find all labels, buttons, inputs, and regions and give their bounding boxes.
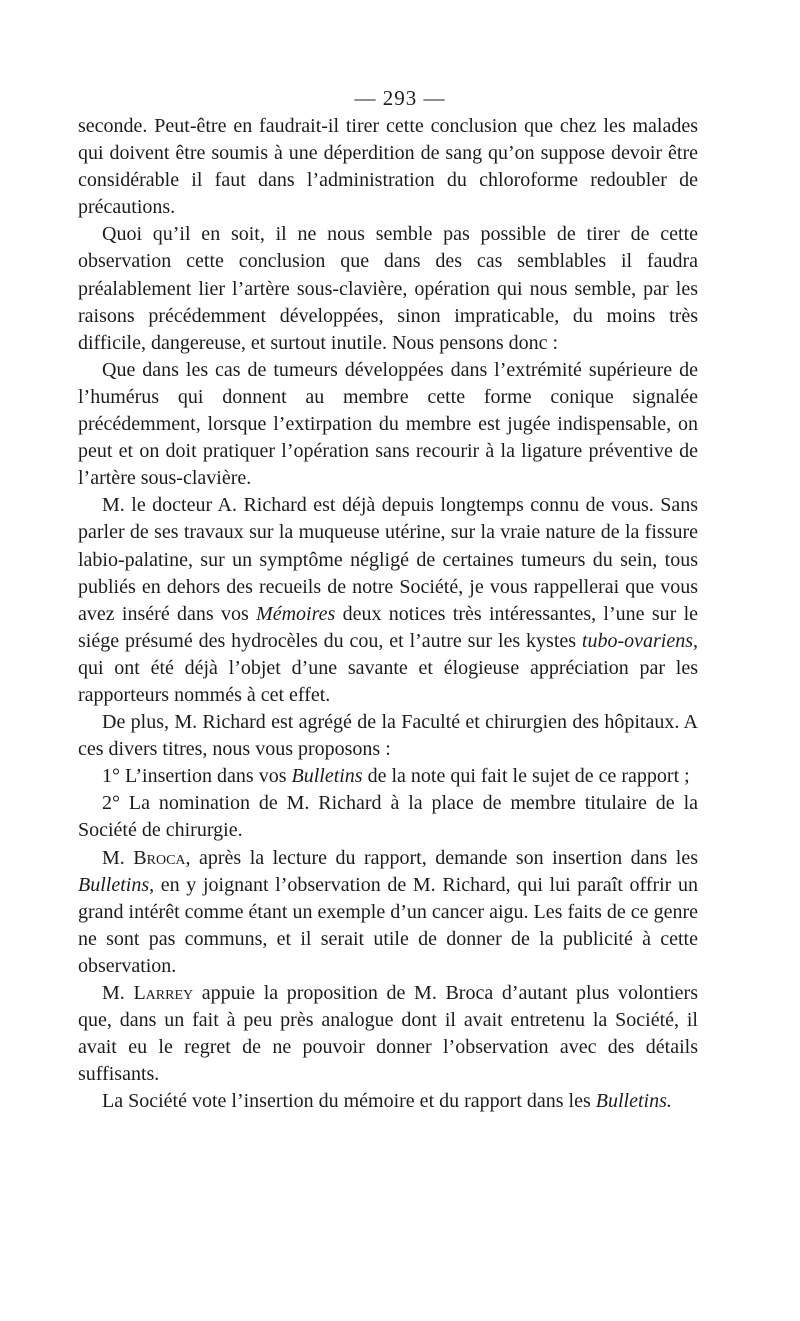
text-run: de la note qui fait le sujet de ce rapport ; [362,765,690,788]
paragraph [78,492,698,709]
italic-text: Mémoires [256,602,336,625]
paragraph [78,221,698,356]
text-run: M. [102,982,134,1004]
text-run: Que dans les cas de tumeurs développées dans l’extrémité supérieure de l’humérus qui donnent au membre cette forme conique signalée précédemment, lorsque l’extirpation du membre est jugée indispensable, on peut et on doit pratiquer l’opération sans recourir à la ligature préventive de l’artère sous-clavière. [78,358,698,490]
text-run: M. [102,846,134,869]
paragraph [78,1088,698,1115]
italic-text: Bulletins [78,873,150,896]
paragraph [78,845,698,980]
text-run: M. le docteur A. Richard est déjà depuis longtemps connu de vous. Sans parler de ses travaux sur la muqueuse utérine, sur la vraie nature de la fissure labio-palatine, sur un symptôme négligé de certaines tumeurs du sein, tous publiés en dehors des recueils de notre Société, je vous rappellerai que vous avez inséré dans vos [78,494,698,625]
text-run: appuie la proposition de M. Broca d’autant plus volontiers que, dans un fait à peu près analogue dont il avait entretenu la Société, il avait eu le regret de ne pouvoir donner l’observation avec des détails suffisants. [78,982,698,1086]
text-run: Quoi qu’il en soit, il ne nous semble pas possible de tirer de cette observation cette conclusion que dans des cas semblables il faudra préalablement lier l’artère sous-clavière, opération qui nous semble, par les raisons précédemment développées, sinon impraticable, du moins très difficile, dangereuse, et surtout inutile. Nous pensons donc : [78,223,698,354]
paragraph [78,709,698,763]
text-run: 1° L’insertion dans vos [102,765,292,788]
text-run: De plus, M. Richard est agrégé de la Faculté et chirurgien des hôpitaux. A ces divers titres, nous vous proposons : [78,711,698,761]
text-run: La Société vote l’insertion du mémoire et du rapport dans les [102,1090,596,1113]
text-run: seconde. Peut-être en faudrait-il tirer cette conclusion que chez les malades qui doivent être soumis à une déperdition de sang qu’on suppose devoir être considérable il faut dans l’administration du chloroforme redoubler de précautions. [78,115,698,219]
page-number: — 293 — [354,86,446,110]
text-run: 2° La nomination de M. Richard à la place de membre titulaire de la Société de chirurgie. [78,792,698,842]
small-caps-name: Larrey [133,982,194,1004]
paragraph [78,790,698,844]
paragraph [78,763,698,790]
text-run: , en y joignant l’observation de M. Richard, qui lui paraît offrir un grand intérêt comme étant un exemple d’un cancer aigu. Les faits de ce genre ne sont pas communs, et il serait utile de donner de la publicité à cette observation. [78,873,698,977]
italic-text: tubo-ovariens [581,629,693,652]
small-caps-name: Broca [133,846,186,869]
paragraph [78,980,698,1088]
italic-text: Bulletins [291,765,363,788]
paragraph [78,113,698,221]
text-run: deux notices très intéressantes, l’une sur le siége présumé des hydrocèles du cou, et l’autre sur les kystes [78,602,699,652]
text-run: , qui ont été déjà l’objet d’une savante et élogieuse appréciation par les rapporteurs nommés à cet effet. [78,629,698,706]
body-text [78,113,698,1115]
paragraph [78,357,698,492]
italic-text: Bulletins. [595,1090,672,1113]
text-run: , après la lecture du rapport, demande son insertion dans les [185,846,698,869]
